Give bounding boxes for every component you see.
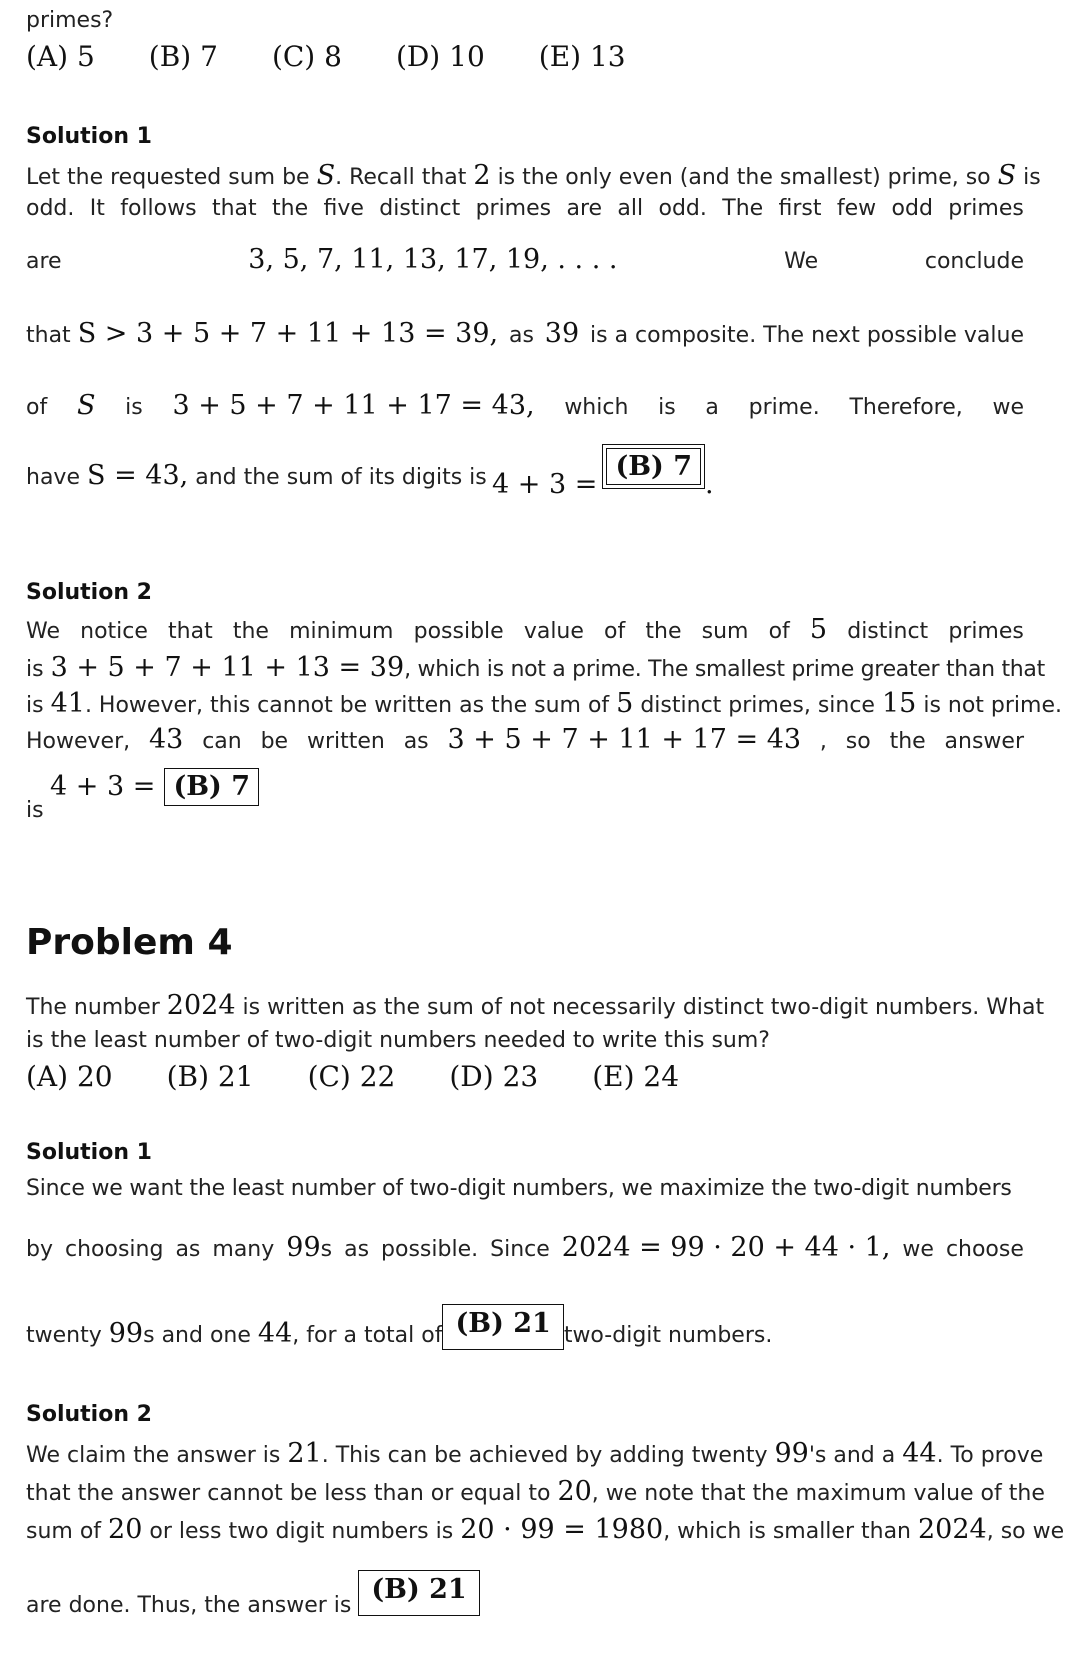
paragraph-line: is 3 + 5 + 7 + 11 + 13 = 39, which is not a prime. The smallest prime greater than that <box>26 652 1045 683</box>
question-text: primes? <box>26 8 114 33</box>
paragraph-line: that the answer cannot be less than or equal to 20, we note that the maximum value of the <box>26 1476 1045 1507</box>
paragraph-line: Let the requested sum be S. Recall that 2 is the only even (and the smallest) prime, so S is <box>26 160 1041 191</box>
choice-d: (D) 23 <box>449 1060 539 1093</box>
answer-box: (B) 21 <box>358 1570 479 1616</box>
paragraph-line: The number 2024 is written as the sum of not necessarily distinct two-digit numbers. What <box>26 990 1045 1021</box>
paragraph-line: odd. It follows that the five distinct primes are all odd. The first few odd primes <box>26 196 1024 221</box>
answer-box: (B) 7 <box>164 768 259 806</box>
choice-d: (D) 10 <box>395 40 485 73</box>
paragraph-line: are done. Thus, the answer is (B) 21 <box>26 1584 1024 1630</box>
solution-heading: Solution 2 <box>26 1402 152 1427</box>
answer-box: (B) 21 <box>442 1304 563 1350</box>
paragraph-line: is <box>26 798 44 823</box>
paragraph-line: Since we want the least number of two-digit numbers, we maximize the two-digit numbers <box>26 1176 1012 1201</box>
choice-c: (C) 22 <box>307 1060 396 1093</box>
paragraph-line: We notice that the minimum possible value of the sum of 5 distinct primes <box>26 614 1024 645</box>
choice-b: (B) 7 <box>148 40 218 73</box>
solution-heading: Solution 2 <box>26 580 152 605</box>
paragraph-line: is the least number of two-digit numbers needed to write this sum? <box>26 1028 770 1053</box>
paragraph-line: of S is 3 + 5 + 7 + 11 + 17 = 43, which is a prime. Therefore, we <box>26 390 1024 421</box>
choice-e: (E) 24 <box>592 1060 680 1093</box>
paragraph-line: by choosing as many 99s as possible. Since 2024 = 99 · 20 + 44 · 1, we choose <box>26 1232 1024 1263</box>
paragraph-line: is 41. However, this cannot be written as the sum of 5 distinct primes, since 15 is not prime. <box>26 688 1062 719</box>
final-answer: 4 + 3 = (B) 7. <box>492 462 714 507</box>
answer-box: (B) 7 <box>602 444 705 489</box>
paragraph-line: sum of 20 or less two digit numbers is 20 · 99 = 1980, which is smaller than 2024, so we <box>26 1514 1065 1545</box>
choice-b: (B) 21 <box>166 1060 254 1093</box>
paragraph-line: have S = 43, and the sum of its digits is <box>26 460 487 491</box>
answer-choices <box>26 40 680 73</box>
choice-c: (C) 8 <box>271 40 342 73</box>
solution-heading: Solution 1 <box>26 1140 152 1165</box>
paragraph-line: are 3, 5, 7, 11, 13, 17, 19, . . . . We conclude <box>26 244 1024 275</box>
paragraph-line: We claim the answer is 21. This can be achieved by adding twenty 99's and a 44. To prove <box>26 1438 1044 1469</box>
choice-e: (E) 13 <box>538 40 626 73</box>
paragraph-line: twenty 99s and one 44, for a total of (B) 21 two-digit numbers. <box>26 1314 1024 1360</box>
answer-choices <box>26 1060 733 1093</box>
choice-a: (A) 5 <box>26 40 95 73</box>
final-answer: 4 + 3 = (B) 7 <box>50 768 259 806</box>
paragraph-line: that S > 3 + 5 + 7 + 11 + 13 = 39, as 39 is a composite. The next possible value <box>26 318 1024 349</box>
choice-a: (A) 20 <box>26 1060 113 1093</box>
solution-heading: Solution 1 <box>26 124 152 149</box>
problem-title: Problem 4 <box>26 922 233 963</box>
paragraph-line: However, 43 can be written as 3 + 5 + 7 + 11 + 17 = 43 , so the answer <box>26 724 1024 755</box>
